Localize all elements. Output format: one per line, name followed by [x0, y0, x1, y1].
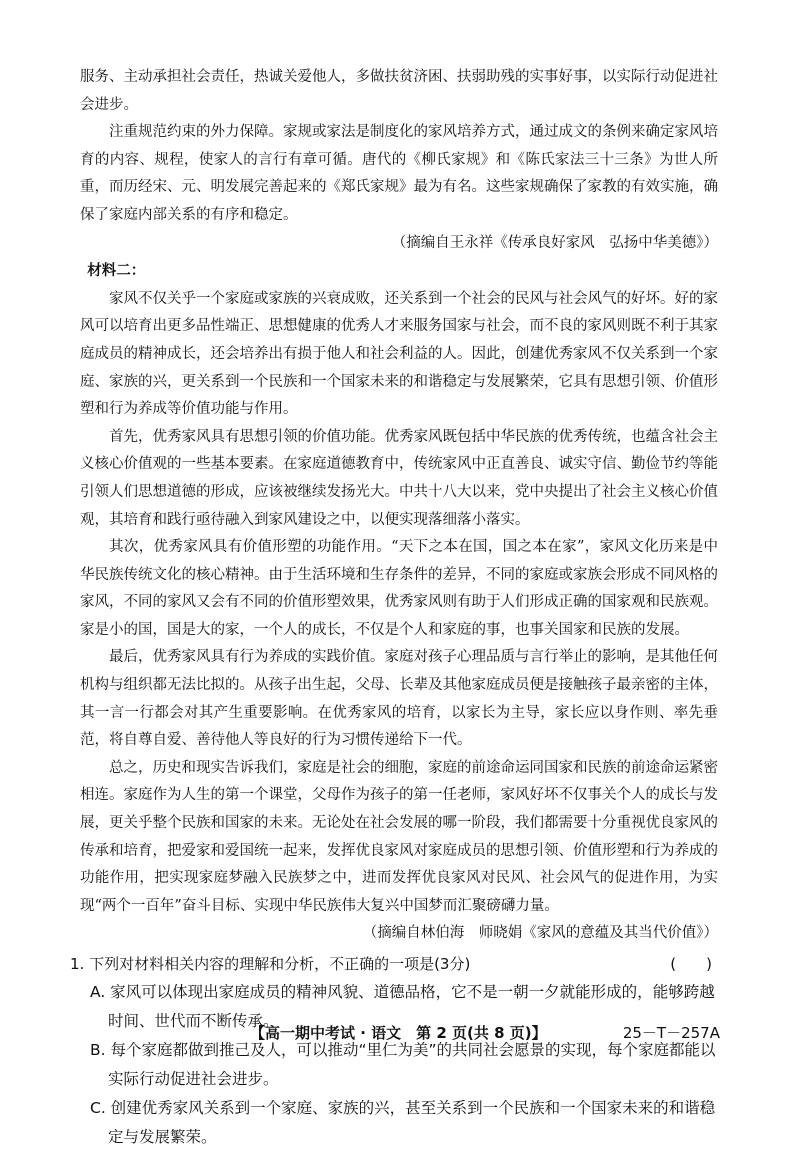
- option-c[interactable]: C. 创建优秀家风关系到一个家庭、家族的兴，甚至关系到一个民族和一个国家未来的和谐稳定与发展繁荣。: [90, 1099, 716, 1146]
- paragraph-summary: 总之，历史和现实告诉我们，家庭是社会的细胞，家庭的前途命运同国家和民族的前途命运紧密相连。家庭作为人生的第一个课堂，父母作为孩子的第一任老师，家风好坏不仅事关个人的成长与发展，更关乎整个民族和国家的未来。无论处在社会发展的哪一阶段，我们都需要十分重视优良家风的传承和培育，把爱家和爱国统一起来，发挥优良家风对家庭成员的思想引领、价值形塑和行为养成的功能作用，把实现家庭梦融入民族梦之中，进而发挥优良家风对民风、社会风气的促进作用，为实现“两个一百年”奋斗目标、实现中华民族伟大复兴中国梦而汇聚磅礴力量。: [80, 759, 718, 914]
- question-stem: [70, 950, 718, 978]
- option-b[interactable]: B. 每个家庭都做到推己及人，可以推动“里仁为美”的共同社会愿景的实现，每个家庭都能以实际行动促进社会进步。: [90, 1041, 716, 1088]
- paragraph-continuation: 服务、主动承担社会责任，热诚关爱他人，多做扶贫济困、扶弱助残的实事好事，以实际行动促进社会进步。: [80, 69, 718, 113]
- source-citation-1: （摘编自王永祥《传承良好家风 弘扬中华美德》）: [391, 234, 718, 251]
- paragraph-second: 其次，优秀家风具有价值形塑的功能作用。“天下之本在国，国之本在家”，家风文化历来是中华民族传统文化的核心精神。由于生活环境和生存条件的差异，不同的家庭或家族会形成不同风格的家风，不同的家风又会有不同的价值形塑效果，优秀家风则有助于人们形成正确的国家观和民族观。家是小的国，国是大的家，一个人的成长，不仅是个人和家庭的事，也事关国家和民族的发展。: [80, 539, 718, 638]
- page-footer: [80, 1022, 720, 1048]
- option-a[interactable]: A. 家风可以体现出家庭成员的精神风貌、道德品格，它不是一朝一夕就能形成的，能够跨越时间、世代而不断传承。: [90, 983, 715, 1030]
- paragraph-intro: 家风不仅关乎一个家庭或家族的兴衰成败，还关系到一个社会的民风与社会风气的好坏。好的家风可以培育出更多品性端正、思想健康的优秀人才来服务国家与社会，而不良的家风则既不利于其家庭成员的精神成长，还会培养出有损于他人和社会利益的人。因此，创建优秀家风不仅关系到一个家庭、家族的兴，更关系到一个民族和一个国家未来的和谐稳定与发展繁荣，它具有思想引领、价值形塑和行为养成等价值功能与作用。: [80, 290, 718, 418]
- footer-title: 【高一期中考试 · 语文 第 2 页(共 8 页)】: [250, 1024, 547, 1042]
- source-citation-2: （摘编自林伯海 师晓娟《家风的意蕴及其当代价值》）: [362, 925, 718, 942]
- material-2-title: 材料二：: [87, 263, 146, 280]
- exam-page: [70, 64, 718, 1152]
- paragraph-last: 最后，优秀家风具有行为养成的实践价值。家庭对孩子心理品质与言行举止的影响，是其他任何机构与组织都无法比拟的。从孩子出生起，父母、长辈及其他家庭成员便是接触孩子最亲密的主体，其一言一行都会对其产生重要影响。在优秀家风的培育，以家长为主导，家长应以身作则、率先垂范，将自尊自爱、善待他人等良好的行为习惯传递给下一代。: [80, 649, 718, 749]
- question-1: [70, 950, 718, 1152]
- question-stem-text: 1. 下列对材料相关内容的理解和分析，不正确的一项是(3分): [70, 955, 471, 973]
- answer-bracket[interactable]: ( ): [670, 955, 712, 973]
- footer-code: 25－T－257A: [622, 1024, 720, 1042]
- paragraph-constraint: 注重规范约束的外力保障。家规或家法是制度化的家风培养方式，通过成文的条例来确定家风培育的内容、规程，使家人的言行有章可循。唐代的《柳氏家规》和《陈氏家法三十三条》为世人所重，而历经宋、元、明发展完善起来的《郑氏家规》最为有名。这些家规确保了家教的有效实施，确保了家庭内部关系的有序和稳定。: [80, 124, 718, 223]
- paragraph-first: 首先，优秀家风具有思想引领的价值功能。优秀家风既包括中华民族的优秀传统，也蕴含社会主义核心价值观的一些基本要素。在家庭道德教育中，传统家风中正直善良、诚实守信、勤俭节约等能引领人们思想道德的形成，应该被继续发扬光大。中共十八大以来，党中央提出了社会主义核心价值观，其培育和践行亟待融入到家风建设之中，以便实现落细落小落实。: [80, 428, 718, 528]
